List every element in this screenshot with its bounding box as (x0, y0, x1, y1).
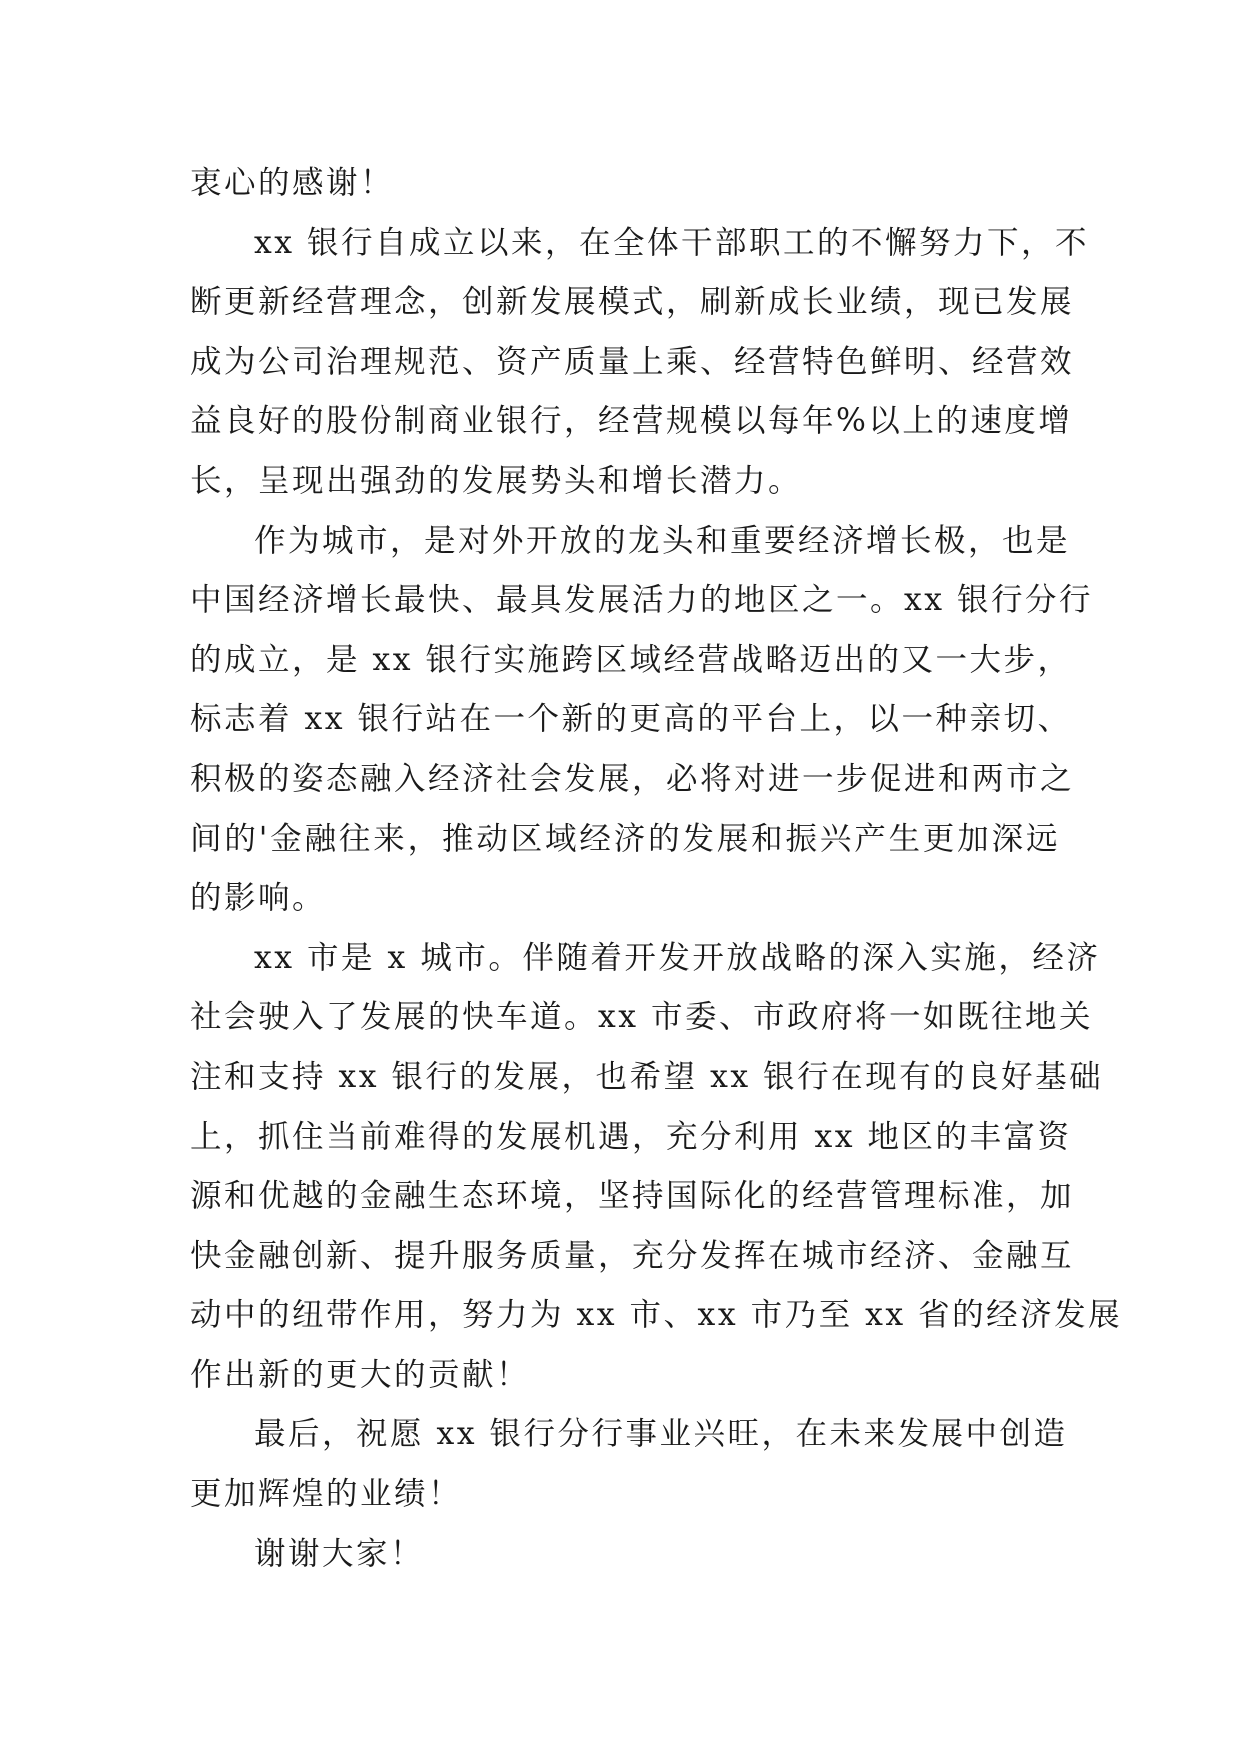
text-line: 积极的姿态融入经济社会发展，必将对进一步促进和两市之 (190, 760, 1075, 797)
text-line: 长，呈现出强劲的发展势头和增长潜力。 (190, 462, 803, 499)
text-line: 作为城市，是对外开放的龙头和重要经济增长极，也是 (254, 522, 1071, 559)
text-line: 社会驶入了发展的快车道。xx 市委、市政府将一如既往地关 (190, 999, 1094, 1036)
text-line: 标志着 xx 银行站在一个新的更高的平台上，以一种亲切、 (190, 701, 1072, 738)
text-line: 注和支持 xx 银行的发展，也希望 xx 银行在现有的良好基础 (190, 1058, 1104, 1095)
text-line: 的影响。 (190, 880, 327, 917)
text-line: 源和优越的金融生态环境，坚持国际化的经营管理标准，加 (190, 1178, 1075, 1215)
text-line: 上，抓住当前难得的发展机遇，充分利用 xx 地区的丰富资 (190, 1118, 1072, 1155)
text-line: 的成立，是 xx 银行实施跨区域经营战略迈出的又一大步， (190, 641, 1072, 678)
text-line: 作出新的更大的贡献！ (190, 1356, 531, 1393)
text-line: 动中的纽带作用，努力为 xx 市、xx 市乃至 xx 省的经济发展 (190, 1297, 1123, 1334)
speech-body (190, 154, 1123, 1584)
text-line: 更加辉煌的业绩！ (190, 1476, 463, 1513)
text-line: xx 市是 x 城市。伴随着开发开放战略的深入实施，经济 (254, 939, 1101, 976)
text-line: 衷心的感谢！ (190, 165, 395, 201)
text-line: 谢谢大家！ (254, 1535, 425, 1572)
text-line: 最后，祝愿 xx 银行分行事业兴旺，在未来发展中创造 (254, 1416, 1068, 1453)
text-line: 快金融创新、提升服务质量，充分发挥在城市经济、金融互 (190, 1237, 1075, 1274)
text-line: 成为公司治理规范、资产质量上乘、经营特色鲜明、经营效 (190, 343, 1075, 380)
text-line: xx 银行自成立以来，在全体干部职工的不懈努力下，不 (254, 224, 1090, 261)
text-line: 间的'金融往来，推动区域经济的发展和振兴产生更加深远 (190, 820, 1060, 857)
text-line: 益良好的股份制商业银行，经营规模以每年%以上的速度增 (190, 403, 1073, 440)
text-line: 中国经济增长最快、最具发展活力的地区之一。xx 银行分行 (190, 582, 1094, 619)
text-line: 断更新经营理念，创新发展模式，刷新成长业绩，现已发展 (190, 284, 1075, 321)
